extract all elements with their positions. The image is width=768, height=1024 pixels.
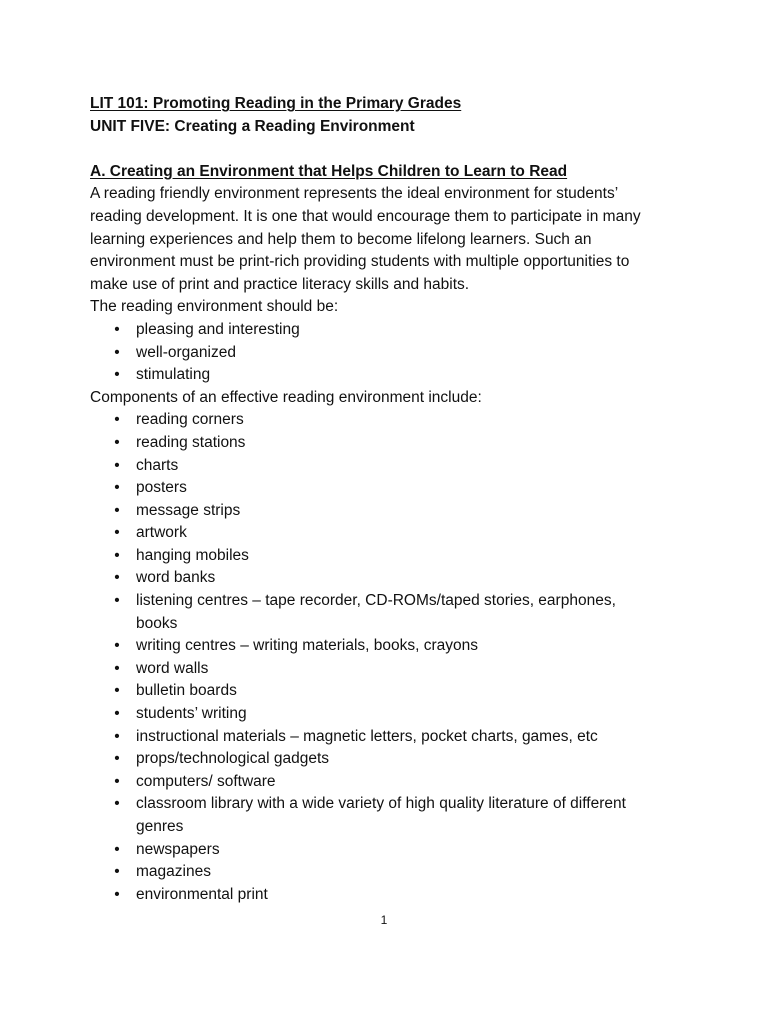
bullet-icon: • bbox=[114, 343, 120, 361]
intro-line: make use of print and practice literacy skills and habits. bbox=[90, 275, 470, 293]
list-item bbox=[90, 839, 690, 862]
page-number: 1 bbox=[380, 913, 388, 927]
bullet-icon: • bbox=[114, 795, 120, 813]
list-item bbox=[90, 342, 690, 365]
list-item-text: pleasing and interesting bbox=[136, 320, 300, 338]
bullet-icon: • bbox=[114, 659, 120, 677]
list-item-text: listening centres – tape recorder, CD-ROMs/taped stories, earphones, bbox=[136, 592, 616, 610]
list-item bbox=[90, 409, 690, 432]
list-item bbox=[90, 680, 690, 703]
intro-line: environment must be print-rich providing students with multiple opportunities to bbox=[90, 253, 630, 271]
list-item-text: students’ writing bbox=[136, 705, 247, 723]
list-item-text: magazines bbox=[136, 863, 211, 881]
section-heading: A. Creating an Environment that Helps Children to Learn to Read bbox=[90, 162, 568, 180]
list-item-text: writing centres – writing materials, books, crayons bbox=[136, 637, 478, 655]
list-item-text: message strips bbox=[136, 501, 241, 519]
bullet-icon: • bbox=[114, 479, 120, 497]
list-item bbox=[90, 861, 690, 884]
list-item bbox=[90, 635, 690, 658]
list-item-text: genres bbox=[136, 818, 184, 835]
list-item-text: instructional materials – magnetic letters, pocket charts, games, etc bbox=[136, 727, 598, 745]
bullet-icon: • bbox=[114, 411, 120, 429]
list-item-text: newspapers bbox=[136, 840, 220, 858]
course-title: LIT 101: Promoting Reading in the Primary Grades bbox=[90, 95, 462, 112]
intro-line: A reading friendly environment represents the ideal environment for students’ bbox=[90, 185, 619, 203]
list-item-text: stimulating bbox=[136, 366, 211, 384]
should-be-intro: The reading environment should be: bbox=[90, 298, 339, 316]
bullet-icon: • bbox=[114, 433, 120, 451]
list-item bbox=[90, 364, 690, 387]
list-item bbox=[90, 793, 690, 838]
list-item-text: props/technological gadgets bbox=[136, 750, 330, 768]
should-be-list bbox=[90, 319, 690, 387]
list-item bbox=[90, 884, 690, 907]
list-item-text: books bbox=[136, 614, 178, 632]
bullet-icon: • bbox=[114, 592, 120, 610]
list-item bbox=[90, 771, 690, 794]
list-item bbox=[90, 567, 690, 590]
list-item-text: reading corners bbox=[136, 411, 244, 429]
list-item bbox=[90, 726, 690, 749]
list-item-text: word walls bbox=[136, 659, 209, 677]
intro-line: learning experiences and help them to become lifelong learners. Such an bbox=[90, 230, 592, 248]
components-intro: Components of an effective reading environment include: bbox=[90, 388, 482, 406]
list-item bbox=[90, 500, 690, 523]
bullet-icon: • bbox=[114, 863, 120, 881]
list-item-text: computers/ software bbox=[136, 772, 276, 790]
unit-title: UNIT FIVE: Creating a Reading Environment bbox=[90, 117, 415, 135]
list-item-text: classroom library with a wide variety of high quality literature of different bbox=[136, 795, 626, 813]
list-item-text: artwork bbox=[136, 524, 187, 542]
list-item-text: word banks bbox=[136, 569, 216, 587]
list-item bbox=[90, 432, 690, 455]
list-item bbox=[90, 455, 690, 478]
bullet-icon: • bbox=[114, 524, 120, 542]
bullet-icon: • bbox=[114, 569, 120, 587]
bullet-icon: • bbox=[114, 637, 120, 655]
bullet-icon: • bbox=[114, 320, 120, 338]
bullet-icon: • bbox=[114, 772, 120, 790]
list-item-text: well-organized bbox=[136, 343, 236, 361]
bullet-icon: • bbox=[114, 705, 120, 723]
list-item bbox=[90, 477, 690, 500]
blank-line bbox=[90, 138, 690, 161]
components-list bbox=[90, 409, 690, 906]
bullet-icon: • bbox=[114, 456, 120, 474]
list-item-text: bulletin boards bbox=[136, 682, 237, 700]
list-item-text: posters bbox=[136, 479, 187, 497]
list-item-text: hanging mobiles bbox=[136, 546, 249, 564]
bullet-icon: • bbox=[114, 366, 120, 384]
intro-paragraph bbox=[90, 183, 690, 296]
list-item bbox=[90, 590, 690, 635]
bullet-icon: • bbox=[114, 546, 120, 564]
list-item-text: charts bbox=[136, 456, 179, 474]
list-item bbox=[90, 522, 690, 545]
document-body bbox=[90, 93, 690, 906]
list-item bbox=[90, 319, 690, 342]
bullet-icon: • bbox=[114, 750, 120, 768]
list-item bbox=[90, 658, 690, 681]
bullet-icon: • bbox=[114, 885, 120, 903]
list-item-text: reading stations bbox=[136, 433, 246, 451]
intro-line: reading development. It is one that would encourage them to participate in many bbox=[90, 207, 641, 225]
list-item bbox=[90, 703, 690, 726]
list-item bbox=[90, 545, 690, 568]
bullet-icon: • bbox=[114, 501, 120, 519]
list-item-text: environmental print bbox=[136, 885, 268, 903]
bullet-icon: • bbox=[114, 682, 120, 700]
bullet-icon: • bbox=[114, 840, 120, 858]
bullet-icon: • bbox=[114, 727, 120, 745]
list-item bbox=[90, 748, 690, 771]
